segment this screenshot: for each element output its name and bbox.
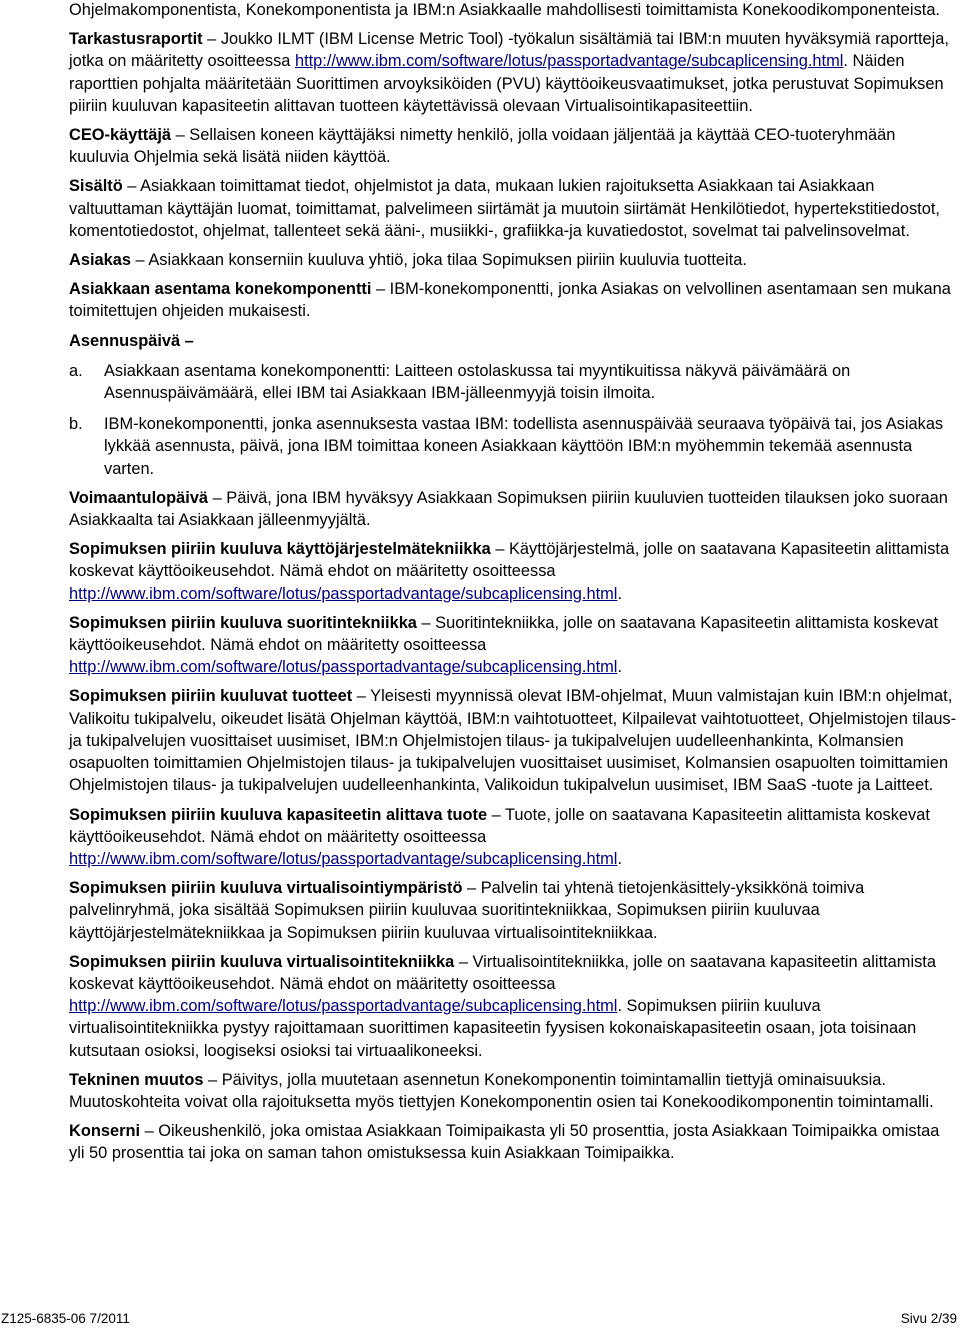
definition-text: Käyttöjärjestelmä, jolle on saatavana Kapasiteetin alittamista koskevat käyttöoikeusehdot. Nämä ehdot on määritetty osoitteessa [69, 540, 950, 581]
term: Sopimuksen piiriin kuuluva virtualisointitekniikka [69, 952, 455, 971]
term: Sopimuksen piiriin kuuluva kapasiteetin alittava tuote [69, 805, 488, 824]
term: Tekninen muutos [69, 1070, 204, 1089]
definition-text: Joukko ILMT (IBM License Metric Tool) -työkalun sisältämiä tai IBM:n muuten hyväksymiä raportteja, jotka on määritetty osoitteessa [69, 30, 949, 71]
definition-ceo-kayttaja: CEO-käyttäjä – Sellaisen koneen käyttäjäksi nimetty henkilö, jolla voidaan jäljentää ja käyttää CEO-tuoteryhmään kuuluvia Ohjelmia sekä lisätä niiden käyttöä. [69, 126, 896, 167]
list-marker: b. [69, 415, 83, 434]
definition-text: Asiakkaan toimittamat tiedot, ohjelmistot ja data, mukaan lukien rajoituksetta Asiakkaan tai Asiakkaan valtuuttaman käyttäjän luomat, toimittamat, palvelimeen siirtämät ja muutoin siirtämät Henkilötiedot, hypertekstitiedostot, komentotiedostot, ohjelmat, tallenteet sekä ääni-, musiikki-, grafiikka-ja kuvatiedostot, sovelmat tai palvelinsovelmat. [69, 177, 940, 240]
definition-text: Yleisesti myynnissä olevat IBM-ohjelmat, Muun valmistajan kuin IBM:n ohjelmat, Valikoitu tukipalvelu, oikeudet lisätä Ohjelman käyttöä, IBM:n vaihtotuotteet, Kilpailevat vaihtotuotteet, Ohjelmistojen tilaus- ja tukipalvelujen vuosittaiset uusimiset, IBM:n Ohjelmistojen tilaus- ja tukipalvelujen uudelleenhankinta, Kolmansien osapuolten toimittamien Ohjelmistojen tilaus- ja tukipalvelujen vuosittaiset uusimiset, Kolmansien osapuolten toimittamien Ohjelmistojen tilaus- ja tukipalvelujen uudelleenhankinta, Valikoidun tukipalvelun uusimiset, IBM SaaS -tuote ja Laitteet. [69, 687, 957, 795]
subcaplicensing-link[interactable]: http://www.ibm.com/software/lotus/passportadvantage/subcaplicensing.html [69, 584, 618, 603]
definition-text: Palvelin tai yhtenä tietojenkäsittely-yksikkönä toimiva palvelinryhmä, joka sisältää Sopimuksen piiriin kuuluvaa suoritintekniikkaa, Sopimuksen piiriin kuuluvaa käyttöjärjestelmätekniikkaa ja Sopimuksen piiriin kuuluvaa virtualisointitekniikkaa. [69, 879, 865, 942]
page-number: Sivu 2/39 [900, 1311, 957, 1326]
definition-text-continued: . Näiden raporttien pohjalta määritetään Suorittimen arvoyksiköiden (PVU) käyttöoikeusvaatimukset, jotka perustuvat Sopimuksen piiriin kuuluvan kapasiteetin alittavan tuotteen käytettävissä olevaan Virtualisointikapasiteettiin. [69, 52, 944, 115]
definition-text: Tuote, jolle on saatavana Kapasiteetin alittamista koskevat käyttöoikeusehdot. Nämä ehdot on määritetty osoitteessa [69, 805, 930, 846]
definition-konserni: Konserni – Oikeushenkilö, joka omistaa Asiakkaan Toimipaikasta yli 50 prosenttia, josta Asiakkaan Toimipaikka omistaa yli 50 prosenttia tai joka on saman tahon omistuksessa kuin Asiakkaan Toimipaikka. [69, 1122, 940, 1163]
definition-text: IBM-konekomponentti, jonka Asiakas on velvollinen asentamaan sen mukana toimitettujen ohjeiden mukaisesti. [69, 280, 951, 321]
term: Sopimuksen piiriin kuuluva suoritintekniikka [69, 613, 417, 632]
definition-text: Suoritintekniikka, jolle on saatavana Kapasiteetin alittamista koskevat käyttöoikeusehdot. Nämä ehdot on määritetty osoitteessa [69, 613, 939, 655]
list-item [69, 360, 957, 404]
subcaplicensing-link[interactable]: http://www.ibm.com/software/lotus/passportadvantage/subcaplicensing.html [294, 52, 844, 71]
list-item [69, 413, 957, 480]
definition-sisalto: Sisältö – Asiakkaan toimittamat tiedot, ohjelmistot ja data, mukaan lukien rajoituksetta Asiakkaan tai Asiakkaan valtuuttaman käyttäjän luomat, toimittamat, palvelimeen siirtämät ja muutoin siirtämät Henkilötiedot, hypertekstitiedostot, komentotiedostot, ohjelmat, tallenteet sekä ääni-, musiikki-, grafiikka-ja kuvatiedostot, sovelmat tai palvelinsovelmat. [69, 177, 940, 240]
definition-voimaantulopaiva: Voimaantulopäivä – Päivä, jona IBM hyväksyy Asiakkaan Sopimuksen piiriin kuuluvien tuotteiden tilauksen joko suoraan Asiakkaalta tai Asiakkaan jälleenmyyjältä. [69, 488, 948, 530]
list-item-text: IBM-konekomponentti, jonka asennuksesta vastaa IBM: todellista asennuspäivää seuraava työpäivä tai, jos Asiakas lykkää asennusta, päivä, jona IBM toimittaa koneen Asiakkaan käyttöön IBM:n myöhemmin tekemää asennusta varten. [104, 415, 944, 478]
definition-text: Asiakkaan konserniin kuuluva yhtiö, joka tilaa Sopimuksen piiriin kuuluvia tuotteita. [148, 251, 747, 270]
list-item-text: Asiakkaan asentama konekomponentti: Laitteen ostolaskussa tai myyntikuitissa näkyvä päivämäärä on Asennuspäivämäärä, ellei IBM tai Asiakkaan IBM-jälleenmyyjä toisin ilmoita. [104, 361, 851, 403]
definition-text-continued: . [617, 658, 623, 677]
definition-suoritintekniikka: Sopimuksen piiriin kuuluva suoritintekniikka – Suoritintekniikka, jolle on saatavana Kapasiteetin alittamista koskevat käyttöoikeusehdot. Nämä ehdot on määritetty osoitteessa http://www.ibm.com/software/lotus/passportadvantage/subcaplicensing.html. [69, 613, 939, 677]
definition-sopimuksen-piiriin-kuuluvat-tuotteet: Sopimuksen piiriin kuuluvat tuotteet – Yleisesti myynnissä olevat IBM-ohjelmat, Muun valmistajan kuin IBM:n ohjelmat, Valikoitu tukipalvelu, oikeudet lisätä Ohjelman käyttöä, IBM:n vaihtotuotteet, Kilpailevat vaihtotuotteet, Ohjelmistojen tilaus- ja tukipalvelujen vuosittaiset uusimiset, IBM:n Ohjelmistojen tilaus- ja tukipalvelujen uudelleenhankinta, Kolmansien osapuolten toimittamien Ohjelmistojen tilaus- ja tukipalvelujen vuosittaiset uusimiset, Kolmansien osapuolten toimittamien Ohjelmistojen tilaus- ja tukipalvelujen uudelleenhankinta, Valikoidun tukipalvelun uusimiset, IBM SaaS -tuote ja Laitteet. [69, 687, 957, 795]
definition-text-continued: . [617, 584, 623, 603]
definition-asennuspaiva [69, 330, 957, 352]
term: CEO-käyttäjä [69, 126, 172, 145]
definition-kapasiteetin-alittava-tuote: Sopimuksen piiriin kuuluva kapasiteetin alittava tuote – Tuote, jolle on saatavana Kapasiteetin alittamista koskevat käyttöoikeusehdot. Nämä ehdot on määritetty osoitteessa http://www.ibm.com/software/lotus/passportadvantage/subcaplicensing.html. [69, 805, 930, 868]
term: Asiakas [69, 251, 131, 270]
definition-virtualisointiymparisto: Sopimuksen piiriin kuuluva virtualisointiympäristö – Palvelin tai yhtenä tietojenkäsittely-yksikkönä toimiva palvelinryhmä, joka sisältää Sopimuksen piiriin kuuluvaa suoritintekniikkaa, Sopimuksen piiriin kuuluvaa käyttöjärjestelmätekniikkaa ja Sopimuksen piiriin kuuluvaa virtualisointitekniikkaa. [69, 879, 865, 942]
term: Voimaantulopäivä [69, 488, 209, 507]
definition-text-continued: . Sopimuksen piiriin kuuluva virtualisointitekniikka pystyy rajoittamaan suorittimen kapasiteetin fyysisen kokonaiskapasiteetin osaan, jota toisinaan kutsutaan osioksi, loogiseksi osioksi tai virtuaalikoneeksi. [69, 997, 917, 1060]
definition-kayttojarjestelmatekniikka: Sopimuksen piiriin kuuluva käyttöjärjestelmätekniikka – Käyttöjärjestelmä, jolle on saatavana Kapasiteetin alittamista koskevat käyttöoikeusehdot. Nämä ehdot on määritetty osoitteessa http://www.ibm.com/software/lotus/passportadvantage/subcaplicensing.html. [69, 540, 950, 603]
term: Asiakkaan asentama konekomponentti [69, 280, 372, 299]
term: Konserni [69, 1122, 141, 1141]
term: Sopimuksen piiriin kuuluvat tuotteet [69, 687, 353, 706]
definition-tarkastusraportit: Tarkastusraportit – Joukko ILMT (IBM License Metric Tool) -työkalun sisältämiä tai IBM:n muuten hyväksymiä raportteja, jotka on määritetty osoitteessa http://www.ibm.com/software/lotus/passportadvantage/subcaplicensing.html. Näiden raporttien pohjalta määritetään Suorittimen arvoyksiköiden (PVU) käyttöoikeusvaatimukset, jotka perustuvat Sopimuksen piiriin kuuluvan kapasiteetin alittavan tuotteen käytettävissä olevaan Virtualisointikapasiteettiin. [69, 30, 949, 115]
term: Sopimuksen piiriin kuuluva virtualisointiympäristö [69, 879, 463, 898]
document-body [69, 0, 957, 1165]
term: Sisältö [69, 177, 123, 196]
document-code: Z125-6835-06 7/2011 [1, 1311, 130, 1326]
term: Sopimuksen piiriin kuuluva käyttöjärjestelmätekniikka [69, 540, 491, 559]
definition-virtualisointitekniikka: Sopimuksen piiriin kuuluva virtualisointitekniikka – Virtualisointitekniikka, jolle on saatavana kapasiteetin alittamista koskevat käyttöoikeusehdot. Nämä ehdot on määritetty osoitteessa http://www.ibm.com/software/lotus/passportadvantage/subcaplicensing.html. Sopimuksen piiriin kuuluva virtualisointitekniikka pystyy rajoittamaan suorittimen kapasiteetin fyysisen kokonaiskapasiteetin osaan, jota toisinaan kutsutaan osioksi, loogiseksi osioksi tai virtuaalikoneeksi. [69, 952, 936, 1060]
definition-text-continued: . [617, 849, 623, 868]
definition-text: Sellaisen koneen käyttäjäksi nimetty henkilö, jolla voidaan jäljentää ja käyttää CEO-tuoteryhmään kuuluvia Ohjelmia sekä lisätä niiden käyttöä. [69, 126, 896, 167]
list-marker: a. [69, 361, 83, 380]
term: Asennuspäivä – [69, 331, 194, 350]
definition-tekninen-muutos: Tekninen muutos – Päivitys, jolla muutetaan asennetun Konekomponentin toimintamallin tiettyjä ominaisuuksia. Muutoskohteita voivat olla rajoituksetta myös tiettyjen Konekomponentin osien tai Konekoodikomponentin toimintamalli. [69, 1070, 934, 1111]
definition-text: Oikeushenkilö, joka omistaa Asiakkaan Toimipaikasta yli 50 prosenttia, josta Asiakkaan Toimipaikka omistaa yli 50 prosenttia tai joka on saman tahon omistuksessa kuin Asiakkaan Toimipaikka. [69, 1122, 940, 1163]
term: Tarkastusraportit [69, 30, 203, 49]
subcaplicensing-link[interactable]: http://www.ibm.com/software/lotus/passportadvantage/subcaplicensing.html [69, 849, 618, 868]
subcaplicensing-link[interactable]: http://www.ibm.com/software/lotus/passportadvantage/subcaplicensing.html [69, 997, 618, 1016]
definition-text: Päivitys, jolla muutetaan asennetun Konekomponentin toimintamallin tiettyjä ominaisuuksia. Muutoskohteita voivat olla rajoituksetta myös tiettyjen Konekomponentin osien tai Konekoodikomponentin toimintamalli. [69, 1070, 934, 1111]
definition-asiakas: Asiakas – Asiakkaan konserniin kuuluva yhtiö, joka tilaa Sopimuksen piiriin kuuluvia tuotteita. [69, 251, 747, 270]
definition-asiakkaan-asentama-konekomponentti: Asiakkaan asentama konekomponentti – IBM-konekomponentti, jonka Asiakas on velvollinen asentamaan sen mukana toimitettujen ohjeiden mukaisesti. [69, 280, 951, 321]
definition-text: Päivä, jona IBM hyväksyy Asiakkaan Sopimuksen piiriin kuuluvien tuotteiden tilauksen joko suoraan Asiakkaalta tai Asiakkaan jälleenmyyjältä. [69, 488, 948, 530]
subcaplicensing-link[interactable]: http://www.ibm.com/software/lotus/passportadvantage/subcaplicensing.html [69, 658, 618, 677]
definition-text: Virtualisointitekniikka, jolle on saatavana kapasiteetin alittamista koskevat käyttöoikeusehdot. Nämä ehdot on määritetty osoitteessa [69, 952, 936, 993]
intro-text: Ohjelmakomponentista, Konekomponentista ja IBM:n Asiakkaalle mahdollisesti toimittamista Konekoodikomponenteista. [69, 1, 940, 19]
